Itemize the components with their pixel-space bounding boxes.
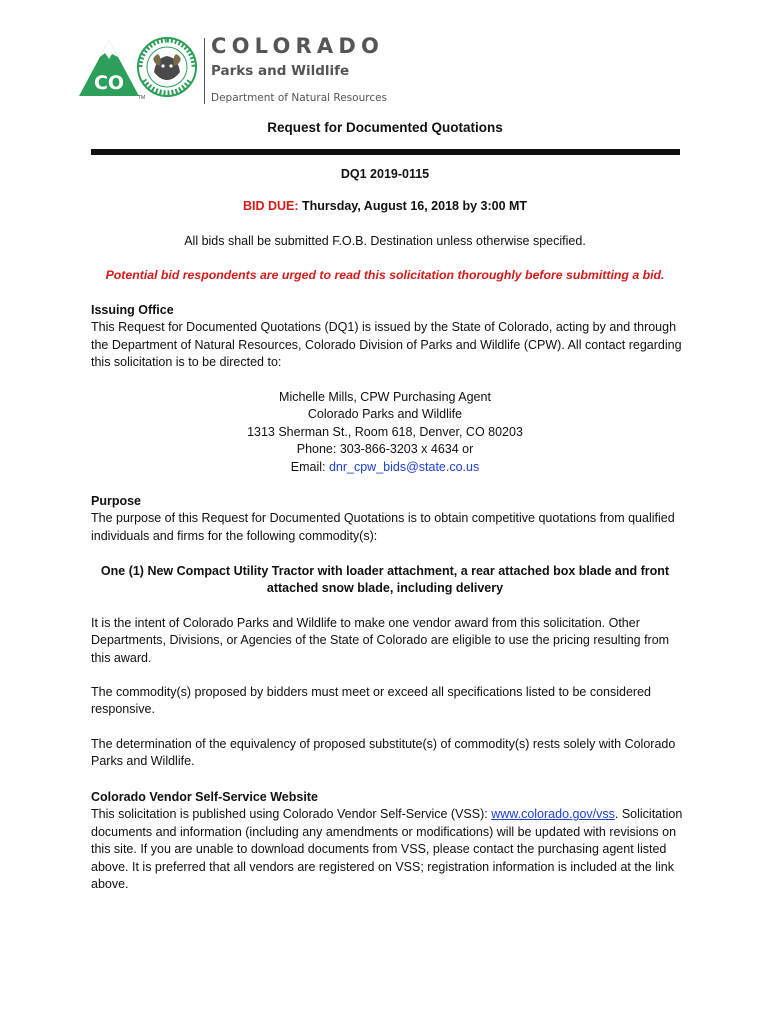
intent-paragraph: It is the intent of Colorado Parks and Wildlife to make one vendor award from this solicitation. Other Departments, Divisions, or Agencies of the State of Colorado are eligible to use the pricing resulting from this award. [91, 616, 670, 665]
purpose-section [91, 493, 691, 545]
brand-title: COLORADO [211, 34, 385, 58]
bid-due-line [0, 199, 770, 213]
contact-org: Colorado Parks and Wildlife [307, 407, 463, 422]
bid-due-value: Thursday, August 16, 2018 by 3:00 MT [301, 199, 528, 213]
vss-text-before: This solicitation is published using Colorado Vendor Self-Service (VSS): [91, 807, 492, 822]
title-rule [91, 149, 680, 155]
contact-email-line [0, 459, 770, 476]
commodity-line-1: One (1) New Compact Utility Tractor with loader attachment, a rear attached box blade and front [100, 564, 670, 578]
department-name: Department of Natural Resources [211, 92, 388, 104]
document-number: DQ1 2019-0115 [340, 167, 430, 181]
vss-link[interactable]: www.colorado.gov/vss [491, 807, 615, 822]
logo-divider [204, 38, 205, 104]
document-title: Request for Documented Quotations [267, 120, 503, 135]
logo-letters: CO [93, 72, 125, 94]
purpose-heading: Purpose [91, 494, 142, 508]
brand-subtitle: Parks and Wildlife [211, 63, 350, 79]
vss-section [91, 789, 691, 893]
issuing-office-heading: Issuing Office [91, 303, 174, 317]
commodity-block [0, 563, 770, 598]
contact-email-link[interactable]: dnr_cpw_bids@state.co.us [328, 459, 480, 474]
contact-address: 1313 Sherman St., Room 618, Denver, CO 80203 [247, 424, 523, 439]
contact-email-label: Email: [290, 459, 329, 474]
warning-text: Potential bid respondents are urged to read this solicitation thoroughly before submitting a bid. [105, 268, 665, 282]
bid-due-label: BID DUE: [242, 199, 299, 213]
equivalency-paragraph: The determination of the equivalency of proposed substitute(s) of commodity(s) rests solely with Colorado Parks and Wildlife. [91, 737, 676, 769]
cpw-seal-icon [136, 36, 198, 98]
vss-text-after: . Solicitation documents and information (including any amendments or modifications) will be updated with revisions on this site. If you are unable to download documents from VSS, please contact the purchasing agent listed above. It is preferred that all vendors are registered on VSS; registration information is included at the link above. [91, 807, 683, 892]
commodity-line-2: attached snow blade, including delivery [266, 581, 504, 596]
trademark-mark: TM [138, 95, 146, 101]
specs-paragraph: The commodity(s) proposed by bidders must meet or exceed all specifications listed to be considered responsive. [91, 685, 651, 717]
colorado-co-logo-icon [78, 38, 140, 98]
issuing-office-text: This Request for Documented Quotations (DQ1) is issued by the State of Colorado, acting by and through the Department of Natural Resources, Colorado Division of Parks and Wildlife (CPW). All contact regarding this solicitation is to be directed to: [91, 320, 682, 370]
header-logo [78, 36, 398, 108]
contact-block [0, 389, 770, 476]
vss-heading: Colorado Vendor Self-Service Website [91, 790, 318, 804]
fob-line: All bids shall be submitted F.O.B. Destination unless otherwise specified. [184, 234, 586, 248]
contact-phone: Phone: 303-866-3203 x 4634 or [296, 442, 474, 457]
purpose-text: The purpose of this Request for Documented Quotations is to obtain competitive quotations from qualified individuals and firms for the following commodity(s): [91, 511, 675, 543]
contact-name: Michelle Mills, CPW Purchasing Agent [279, 390, 491, 404]
issuing-office-section [91, 302, 691, 372]
